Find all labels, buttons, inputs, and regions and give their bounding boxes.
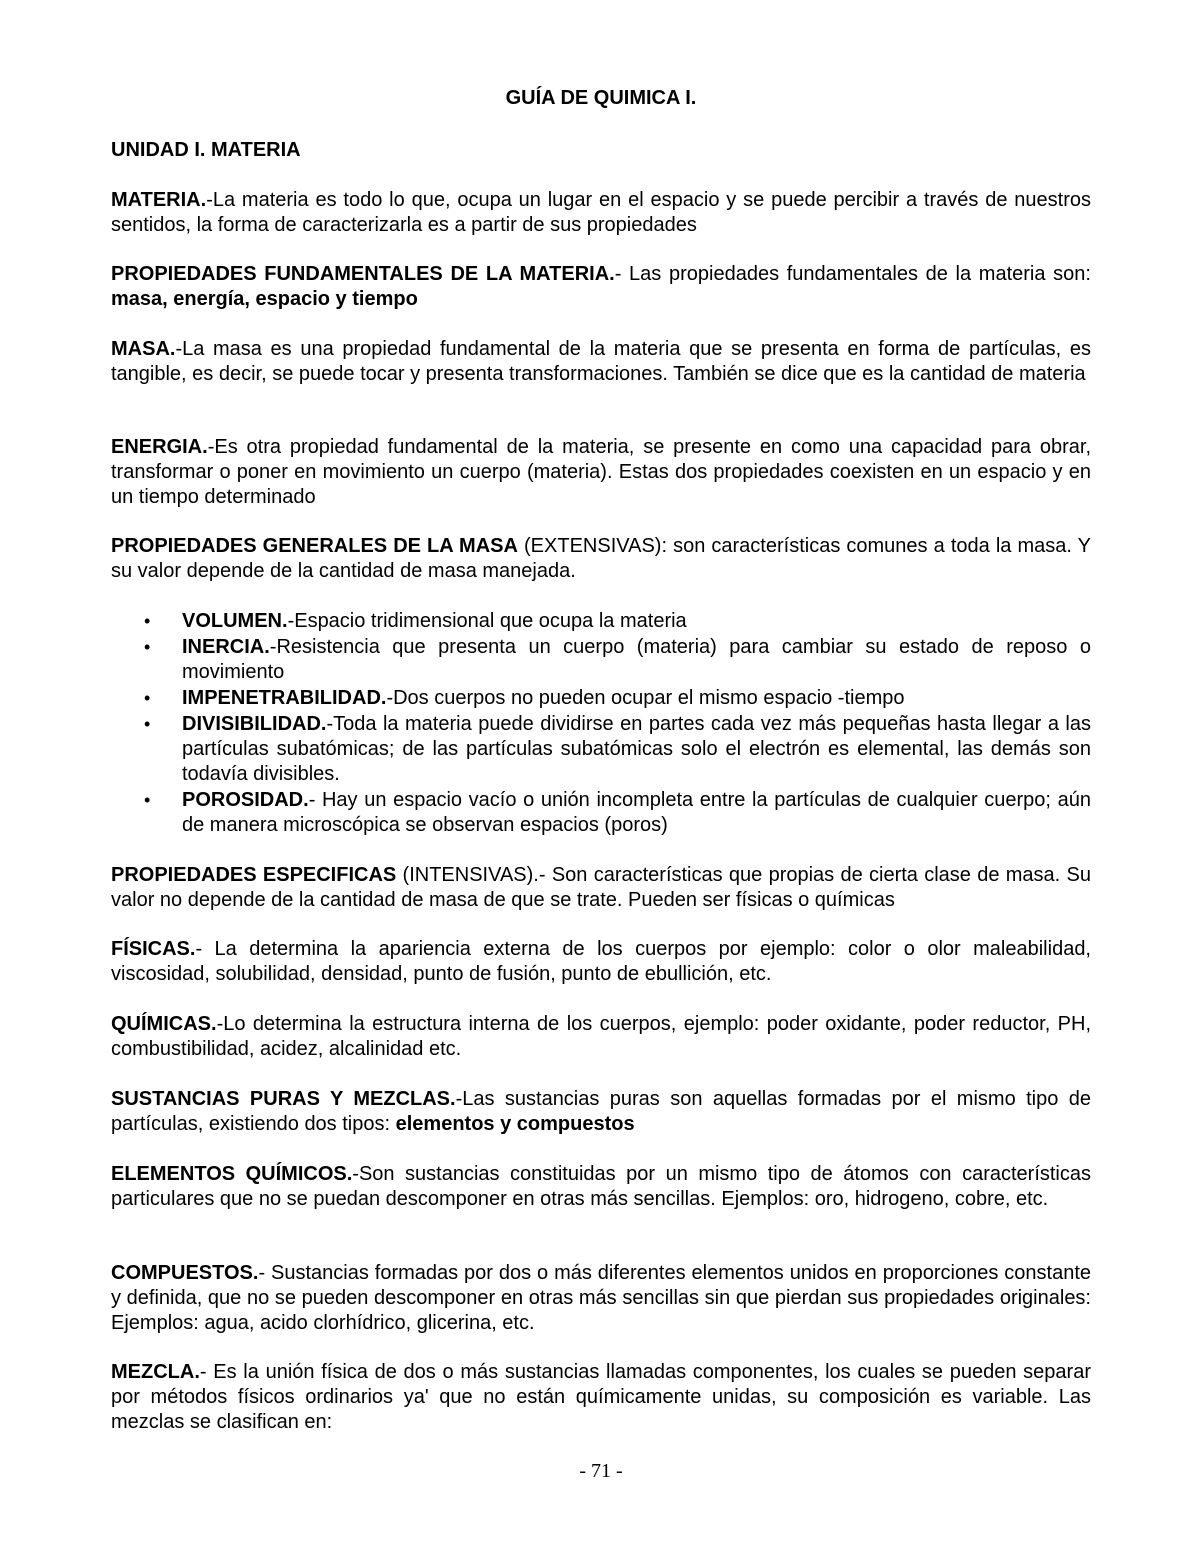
bullet-text: - Hay un espacio vacío o unión incompleta entre la partículas de cualquier cuerpo; aún de manera microscópica se observan espacios (poros) <box>182 789 1091 836</box>
bullet-icon: • <box>144 688 151 708</box>
paragraph-fisicas <box>111 937 1091 987</box>
paragraph-mezcla <box>111 1360 1091 1435</box>
term-propiedades-fundamentales: PROPIEDADES FUNDAMENTALES DE LA MATERIA. <box>111 263 615 285</box>
term-masa: MASA. <box>111 338 176 360</box>
paragraph-materia <box>111 188 1091 238</box>
bullet-text: -Toda la materia puede dividirse en partes cada vez más pequeñas hasta llegar a las partículas subatómicas; de las partículas subatómicas solo el electrón es elemental, las demás son todavía divisibles. <box>182 713 1091 785</box>
paragraph-propiedades-especificas <box>111 863 1091 913</box>
emphasis-propiedades-fundamentales: masa, energía, espacio y tiempo <box>111 288 418 310</box>
unit-heading: UNIDAD I. MATERIA <box>111 139 301 161</box>
term-fisicas: FÍSICAS. <box>111 938 196 960</box>
properties-bullet-list <box>111 609 1091 839</box>
text-elementos: -Son sustancias constituidas por un mismo tipo de átomos con características particulares que no se puedan descomponer en otras más sencillas. Ejemplos: oro, hidrogeno, cobre, etc. <box>111 1163 1091 1210</box>
text-propiedades-fundamentales: - Las propiedades fundamentales de la materia son: <box>614 263 1091 285</box>
bullet-text: -Dos cuerpos no pueden ocupar el mismo espacio -tiempo <box>386 687 905 709</box>
bullet-term: POROSIDAD. <box>182 789 309 811</box>
bullet-term: IMPENETRABILIDAD. <box>182 687 387 709</box>
paragraph-elementos <box>111 1162 1091 1212</box>
term-mezcla: MEZCLA. <box>111 1361 200 1383</box>
bullet-icon: • <box>144 790 151 810</box>
text-masa: -La masa es una propiedad fundamental de la materia que se presenta en forma de partículas, es tangible, es decir, se puede tocar y presenta transformaciones. También se dice que es la cantidad de materia <box>111 338 1091 385</box>
bullet-term: DIVISIBILIDAD. <box>182 713 327 735</box>
text-propiedades-generales: (EXTENSIVAS): son características comunes a toda la masa. Y su valor depende de la cantidad de masa manejada. <box>111 535 1091 582</box>
page-number: - 71 - <box>579 1460 623 1482</box>
text-materia: -La materia es todo lo que, ocupa un lugar en el espacio y se puede percibir a través de nuestros sentidos, la forma de caracterizarla es a partir de sus propiedades <box>111 189 1091 236</box>
text-sustancias: -Las sustancias puras son aquellas formadas por el mismo tipo de partículas, existiendo dos tipos: <box>111 1088 1091 1135</box>
list-item <box>111 609 1091 634</box>
paragraph-compuestos <box>111 1261 1091 1336</box>
term-quimicas: QUÍMICAS. <box>111 1013 217 1035</box>
paragraph-propiedades-fundamentales <box>111 262 1091 312</box>
bullet-text: -Espacio tridimensional que ocupa la materia <box>287 610 687 632</box>
term-elementos: ELEMENTOS QUÍMICOS. <box>111 1163 353 1185</box>
term-energia: ENERGIA. <box>111 436 208 458</box>
bullet-text: -Resistencia que presenta un cuerpo (materia) para cambiar su estado de reposo o movimiento <box>182 636 1091 683</box>
bullet-term: VOLUMEN. <box>182 610 288 632</box>
list-item <box>111 635 1091 685</box>
text-fisicas: - La determina la apariencia externa de los cuerpos por ejemplo: color o olor maleabilidad, viscosidad, solubilidad, densidad, punto de fusión, punto de ebullición, etc. <box>111 938 1091 985</box>
emphasis-sustancias: elementos y compuestos <box>395 1113 635 1135</box>
paragraph-masa <box>111 337 1091 387</box>
bullet-icon: • <box>144 637 151 657</box>
list-item <box>111 686 1091 711</box>
bullet-icon: • <box>144 714 151 734</box>
term-propiedades-generales: PROPIEDADES GENERALES DE LA MASA <box>111 535 518 557</box>
text-quimicas: -Lo determina la estructura interna de los cuerpos, ejemplo: poder oxidante, poder reductor, PH, combustibilidad, acidez, alcalinidad etc. <box>111 1013 1091 1060</box>
term-materia: MATERIA. <box>111 189 207 211</box>
text-compuestos: - Sustancias formadas por dos o más diferentes elementos unidos en proporciones constante y definida, que no se pueden descomponer en otras más sencillas sin que pierdan sus propiedades originales: Ejemplos: agua, acido clorhídrico, glicerina, etc. <box>111 1262 1091 1334</box>
term-sustancias: SUSTANCIAS PURAS Y MEZCLAS. <box>111 1088 456 1110</box>
text-propiedades-especificas: (INTENSIVAS).- Son características que propias de cierta clase de masa. Su valor no depende de la cantidad de masa de que se trate. Pueden ser físicas o químicas <box>111 864 1091 911</box>
term-compuestos: COMPUESTOS. <box>111 1262 259 1284</box>
page-title: GUÍA DE QUIMICA I. <box>505 87 697 109</box>
paragraph-energia <box>111 435 1091 510</box>
bullet-icon: • <box>144 611 151 631</box>
term-propiedades-especificas: PROPIEDADES ESPECIFICAS <box>111 864 397 886</box>
paragraph-sustancias <box>111 1087 1091 1137</box>
bullet-term: INERCIA. <box>182 636 270 658</box>
text-energia: -Es otra propiedad fundamental de la materia, se presente en como una capacidad para obrar, transformar o poner en movimiento un cuerpo (materia). Estas dos propiedades coexisten en un espacio y en un tiempo determinado <box>111 436 1091 508</box>
text-mezcla: - Es la unión física de dos o más sustancias llamadas componentes, los cuales se pueden separar por métodos físicos ordinarios ya' que no están químicamente unidas, su composición es variable. Las mezclas se clasifican en: <box>111 1361 1091 1433</box>
list-item <box>111 788 1091 838</box>
paragraph-propiedades-generales <box>111 534 1091 584</box>
list-item <box>111 712 1091 787</box>
paragraph-quimicas <box>111 1012 1091 1062</box>
